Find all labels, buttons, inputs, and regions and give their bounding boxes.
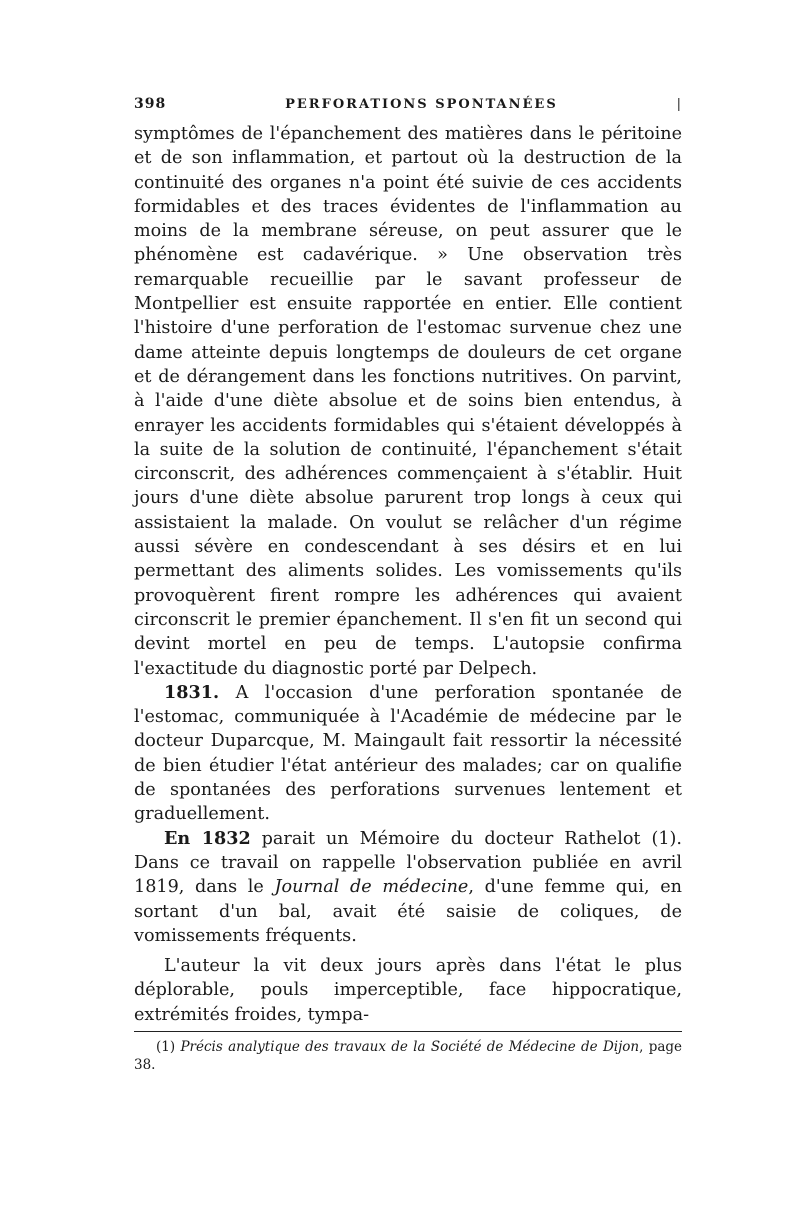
header-mark: | [676,97,682,112]
footnotes [134,1038,682,1074]
year-1832: En 1832 [164,827,251,849]
book-page [134,96,682,1074]
paragraph-3 [134,827,682,948]
journal-title: Journal de médecine [274,877,469,898]
paragraph-3-text-before: parait un Mémoire du docteur Rathelot (1). Dans ce travail on rappelle l'observation publiée en avril 1819, dans le [134,828,682,898]
footnote-1 [134,1038,682,1074]
body-text [134,122,682,1027]
paragraph-2-text: A l'occasion d'une perforation spontanée de l'estomac, communiquée à l'Académie de médecine par le docteur Duparcque, M. Maingault fait ressortir la nécessité de bien étudier l'état antérieur des malades; car on qualifie de spontanées des perforations survenues lentement et graduellement. [134,682,682,825]
paragraph-4: L'auteur la vit deux jours après dans l'état le plus déplorable, pouls imperceptible, face hippocratique, extrémités froides, tympa- [134,956,682,1025]
paragraph-3-text-after: , d'une femme qui, en sortant d'un bal, avait été saisie de coliques, de vomissements fréquents. [134,877,682,946]
paragraph-1: symptômes de l'épanchement des matières dans le péritoine et de son inflammation, et partout où la destruction de la continuité des organes n'a point été suivie de ces accidents formidables et des traces évidentes de l'inflammation au moins de la membrane séreuse, on peut assurer que le phénomène est cadavérique. » Une observation très remarquable recueillie par le savant professeur de Montpellier est ensuite rapportée en entier. Elle contient l'histoire d'une perforation de l'estomac survenue chez une dame atteinte depuis longtemps de douleurs de cet organe et de dérangement dans les fonctions nutritives. On parvint, à l'aide d'une diète absolue et de soins bien entendus, à enrayer les accidents formidables qui s'étaient développés à la suite de la solution de continuité, l'épanchement s'était circonscrit, des adhérences commençaient à s'établir. Huit jours d'une diète absolue parurent trop longs à ceux qui assistaient la malade. On voulut se relâcher d'un régime aussi sévère en condescendant à ses désirs et en lui permettant des aliments solides. Les vomissements qu'ils provoquèrent firent rompre les adhérences qui avaient circonscrit le premier épanchement. Il s'en fit un second qui devint mortel en peu de temps. L'autopsie confirma l'exactitude du diagnostic porté par Delpech. [134,124,682,679]
year-1831: 1831. [164,681,220,703]
running-title: PERFORATIONS SPONTANÉES [285,97,558,112]
footnote-marker: (1) [156,1038,176,1055]
page-number: 398 [134,96,167,112]
paragraph-2 [134,681,682,827]
footnote-title: Précis analytique des travaux de la Société de Médecine de Dijon [180,1038,640,1055]
footnote-page: , page 38. [134,1038,683,1073]
footnote-rule [134,1031,682,1032]
running-head [134,96,682,116]
